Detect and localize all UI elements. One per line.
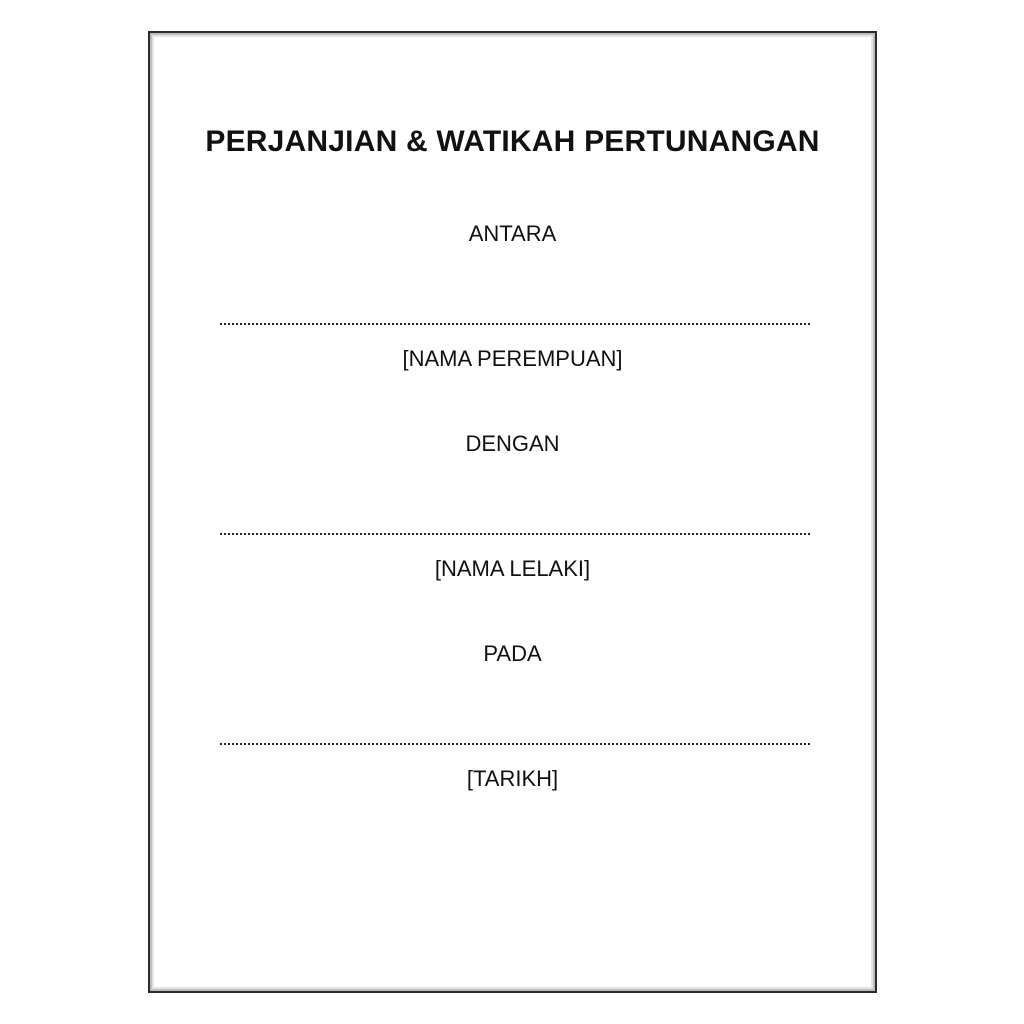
signature-line-man — [220, 533, 810, 535]
document-title: PERJANJIAN & WATIKAH PERTUNANGAN — [205, 125, 820, 158]
placeholder-date: [TARIKH] — [466, 766, 559, 791]
connector-pada: PADA — [483, 641, 542, 666]
date-line — [220, 743, 810, 745]
placeholder-woman-name: [NAMA PEREMPUAN] — [402, 346, 623, 371]
connector-dengan: DENGAN — [465, 431, 560, 456]
signature-line-woman — [220, 323, 810, 325]
document-page — [148, 31, 877, 993]
connector-antara: ANTARA — [468, 221, 557, 246]
placeholder-man-name: [NAMA LELAKI] — [434, 556, 591, 581]
